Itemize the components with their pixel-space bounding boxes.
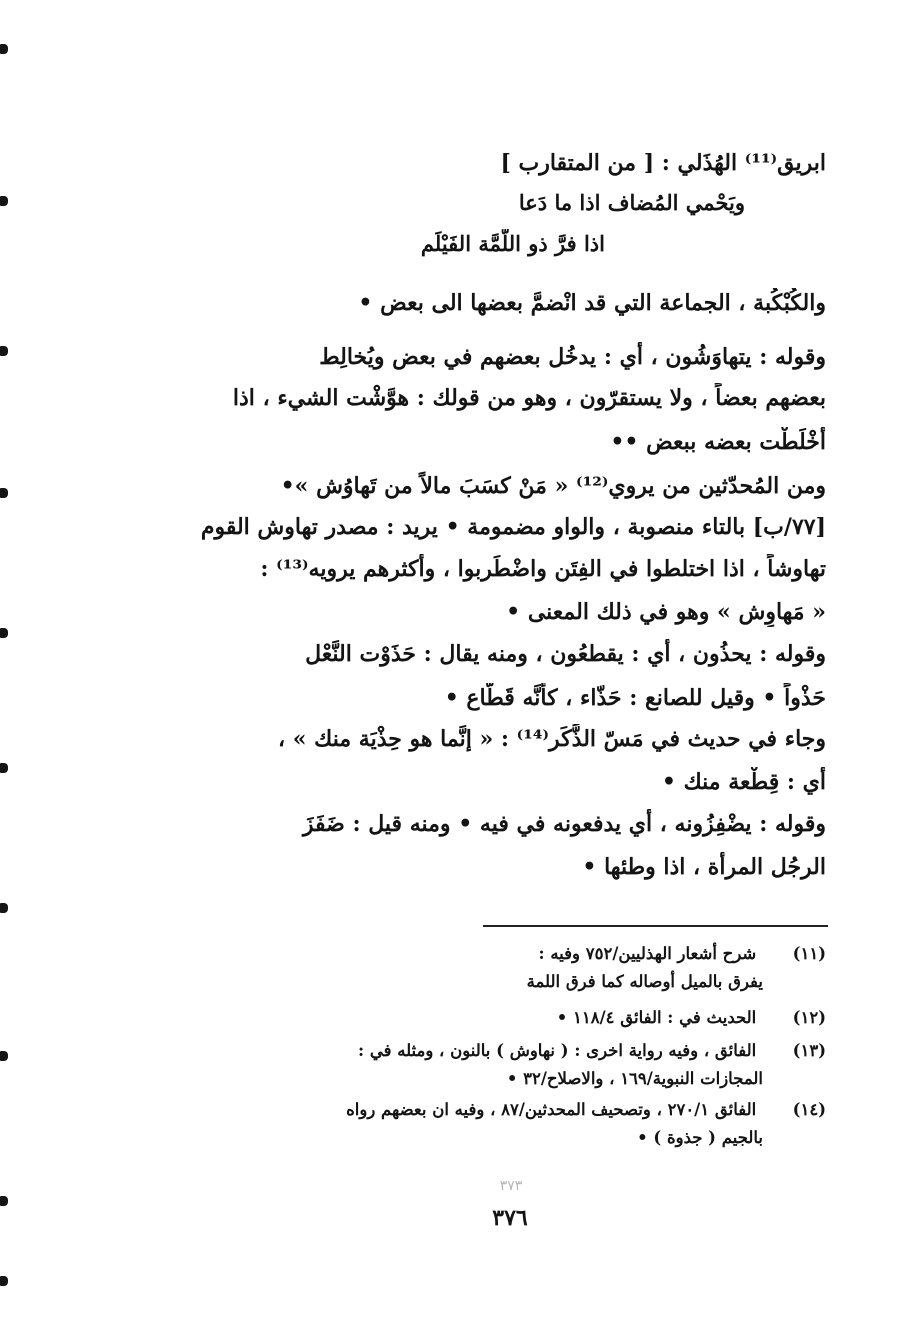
footnote-number: (١١) bbox=[792, 944, 826, 963]
verse-line: اذا فرَّ ذو اللَّمَّة الفَيْلَم bbox=[420, 231, 605, 256]
text-line: وقوله : يحذُون ، أي : يقطعُون ، ومنه يقال : حَذَوْت النَّعْل bbox=[305, 641, 826, 667]
footnote-number: (١٤) bbox=[792, 1100, 826, 1119]
footnote-number: (١٣) bbox=[792, 1041, 826, 1060]
binding-mark bbox=[0, 903, 8, 913]
text-line: أخْلَطْت بعضه ببعض •• bbox=[610, 429, 826, 455]
binding-mark bbox=[0, 1196, 8, 1206]
binding-mark bbox=[0, 628, 8, 638]
footnote-12 bbox=[176, 1006, 826, 1030]
footnote-number: (١٢) bbox=[792, 1008, 826, 1027]
text-line: بعضهم بعضاً ، ولا يستقرّون ، وهو من قولك : هوَّشْت الشيء ، اذا bbox=[232, 385, 826, 411]
text-line: « مَهاوِش » وهو في ذلك المعنى • bbox=[506, 599, 826, 625]
binding-mark bbox=[0, 346, 8, 356]
text-line: تهاوشاً ، اذا اختلطوا في الفِتَن واضْطَربوا ، وأكثرهم يرويه⁽¹³⁾ : bbox=[260, 556, 826, 582]
text-line: وقوله : يتهاوَشُون ، أي : يدخُل بعضهم في بعض ويُخالِط bbox=[319, 344, 826, 370]
binding-mark bbox=[0, 44, 8, 54]
faint-page-number: ٣٧٣ bbox=[499, 1178, 523, 1194]
heading-line: ابريق⁽¹¹⁾ الهُذَلي : [ من المتقارب ] bbox=[500, 150, 826, 176]
footnote-13-cont: المجازات النبوية/١٦٩ ، والاصلاح/٣٢ • bbox=[506, 1069, 763, 1088]
footnote-14 bbox=[126, 1098, 826, 1122]
footnote-11 bbox=[176, 942, 826, 966]
text-line: والكُبْكُبة ، الجماعة التي قد انْضمَّ بعضها الى بعض • bbox=[358, 290, 826, 316]
verse-line: ويَحْمي المُضاف اذا ما دَعا bbox=[518, 190, 745, 215]
footnote-11-verse: يفرق بالميل أوصاله كما فرق اللمة bbox=[526, 972, 763, 991]
footnote-text: شرح أشعار الهذليين/٧٥٢ وفيه : bbox=[538, 944, 757, 963]
footnote-13 bbox=[126, 1039, 826, 1063]
footnote-text: الفائق ، وفيه رواية اخرى : ( نهاوش ) بالنون ، ومثله في : bbox=[358, 1041, 757, 1060]
footnote-separator bbox=[483, 925, 828, 927]
binding-mark bbox=[0, 488, 8, 498]
footnote-text: الحديث في : الفائق ١١٨/٤ • bbox=[556, 1008, 757, 1027]
binding-mark bbox=[0, 1276, 8, 1286]
text-line: [٧٧/ب] بالتاء منصوبة ، والواو مضمومة • يريد : مصدر تهاوش القوم bbox=[200, 514, 826, 540]
binding-mark bbox=[0, 1051, 8, 1061]
binding-mark bbox=[0, 196, 8, 206]
text-line: حَذْواً • وقيل للصانع : حَذّاء ، كأنَّه قَطَّاع • bbox=[444, 685, 826, 711]
footnote-14-cont: بالجيم ( جذوة ) • bbox=[637, 1128, 763, 1147]
page-number: ٣٧٦ bbox=[492, 1205, 528, 1231]
text-line: وقوله : يضْفِزُونه ، أي يدفعونه في فيه • ومنه قيل : ضَفَزَ bbox=[302, 811, 826, 837]
text-line: أي : قِطْعة منك • bbox=[661, 769, 826, 795]
text-line: ومن المُحدّثين من يروي⁽¹²⁾ « مَنْ كسَبَ مالاً من تَهاوُش »• bbox=[280, 473, 826, 499]
text-line: وجاء في حديث في مَسّ الذَّكَر⁽¹⁴⁾ : « إنَّما هو حِذْيَة منك » ، bbox=[278, 726, 826, 752]
text-line: الرجُل المرأة ، اذا وطئها • bbox=[582, 854, 826, 880]
binding-mark bbox=[0, 763, 8, 773]
footnote-text: الفائق ٢٧٠/١ ، وتصحيف المحدثين/٨٧ ، وفيه ان بعضهم رواه bbox=[346, 1100, 757, 1119]
